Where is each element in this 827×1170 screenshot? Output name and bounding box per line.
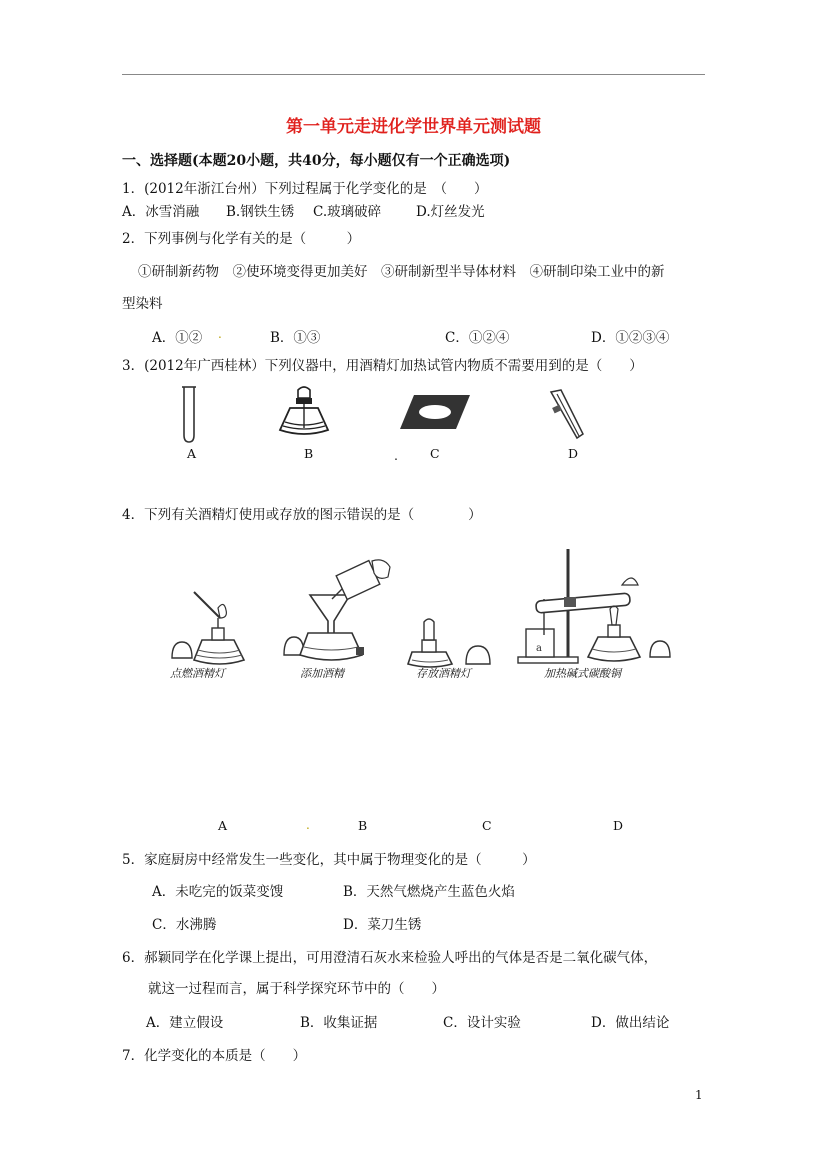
q4-caption-d: 加热碱式碳酸铜 bbox=[544, 667, 621, 680]
q2-option-b: B．①③ bbox=[270, 330, 321, 346]
q1-option-a: A．冰雪消融 bbox=[122, 204, 200, 220]
stray-dot: . bbox=[218, 327, 222, 341]
q4-label-a: A bbox=[218, 818, 228, 833]
q6-stem-line1: 6．郝颖同学在化学课上提出，可用澄清石灰水来检验人呼出的气体是否是二氧化碳气体， bbox=[122, 950, 658, 966]
q4-label-d: D bbox=[613, 818, 624, 833]
q3-label-c: C bbox=[430, 446, 440, 461]
page-number: 1 bbox=[695, 1088, 703, 1102]
q6-stem-line2: 就这一过程而言，属于科学探究环节中的（ ） bbox=[148, 981, 445, 997]
lighting-lamp-illustration bbox=[168, 588, 258, 670]
heating-setup-illustration bbox=[514, 545, 674, 670]
q6-option-a: A．建立假设 bbox=[146, 1015, 224, 1031]
q1-option-b: B.钢铁生锈 bbox=[226, 204, 295, 220]
q4-label-c: C bbox=[482, 818, 492, 833]
q3-stem: 3．(2012年广西桂林）下列仪器中，用酒精灯加热试管内物质不需要用到的是（ ） bbox=[122, 358, 643, 374]
storing-lamp-illustration bbox=[408, 612, 498, 670]
q7-stem: 7．化学变化的本质是（ ） bbox=[122, 1048, 307, 1064]
q4-caption-b: 添加酒精 bbox=[300, 667, 344, 680]
q4-label-b: B bbox=[358, 818, 368, 833]
stray-dot: . bbox=[394, 448, 398, 463]
q5-option-b: B．天然气燃烧产生蓝色火焰 bbox=[343, 884, 515, 900]
header-rule bbox=[122, 74, 705, 75]
q1-option-d: D.灯丝发光 bbox=[416, 204, 485, 220]
q4-caption-c: 存放酒精灯 bbox=[416, 667, 471, 680]
svg-text:a: a bbox=[536, 643, 542, 654]
wire-gauze-icon bbox=[398, 393, 472, 431]
q6-option-d: D．做出结论 bbox=[591, 1015, 670, 1031]
stray-dot: . bbox=[306, 818, 310, 832]
page-title: 第一单元走进化学世界单元测试题 bbox=[286, 117, 541, 137]
q5-option-a: A．未吃完的饭菜变馊 bbox=[152, 884, 284, 900]
section-heading: 一、选择题(本题20小题，共40分，每小题仅有一个正确选项) bbox=[122, 153, 511, 169]
alcohol-lamp-icon bbox=[276, 384, 332, 440]
q3-label-d: D bbox=[568, 446, 579, 461]
q2-stem: 2．下列事例与化学有关的是（ ） bbox=[122, 231, 361, 247]
q5-stem: 5．家庭厨房中经常发生一些变化，其中属于物理变化的是（ ） bbox=[122, 852, 536, 868]
q6-option-b: B．收集证据 bbox=[300, 1015, 378, 1031]
q4-caption-a: 点燃酒精灯 bbox=[170, 667, 225, 680]
test-tube-icon bbox=[181, 385, 197, 445]
q5-option-d: D．菜刀生锈 bbox=[343, 917, 422, 933]
q4-stem: 4．下列有关酒精灯使用或存放的图示错误的是（ ） bbox=[122, 507, 482, 523]
q3-label-a: A bbox=[187, 446, 197, 461]
q1-option-c: C.玻璃破碎 bbox=[313, 204, 382, 220]
test-tube-holder-icon bbox=[547, 388, 587, 442]
q3-label-b: B bbox=[304, 446, 314, 461]
q2-items-line2: 型染料 bbox=[122, 296, 163, 312]
q2-option-c: C．①②④ bbox=[445, 330, 510, 346]
q5-option-c: C．水沸腾 bbox=[152, 917, 217, 933]
q6-option-c: C．设计实验 bbox=[443, 1015, 521, 1031]
adding-alcohol-illustration bbox=[280, 555, 400, 670]
q2-option-d: D．①②③④ bbox=[591, 330, 670, 346]
q1-stem: 1．(2012年浙江台州）下列过程属于化学变化的是 （ ） bbox=[122, 181, 488, 197]
q2-option-a: A．①② bbox=[152, 330, 203, 346]
q2-items-line1: ①研制新药物 ②使环境变得更加美好 ③研制新型半导体材料 ④研制印染工业中的新 bbox=[138, 264, 665, 280]
